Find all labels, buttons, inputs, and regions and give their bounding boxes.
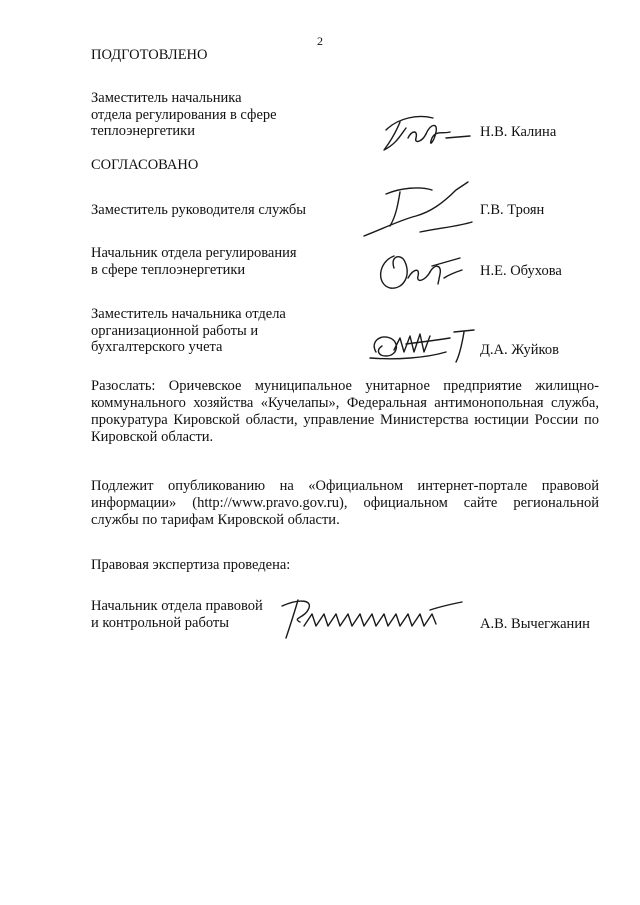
agreed-signer-position <box>91 245 331 278</box>
position-line: бухгалтерского учета <box>91 339 223 355</box>
agreed-signer-position <box>91 306 331 356</box>
prepared-signer-name: Н.В. Калина <box>480 124 557 140</box>
agreed-signer-name: Н.Е. Обухова <box>480 263 562 279</box>
position-line: отдела регулирования в сфере <box>91 106 277 123</box>
prepared-signer-position <box>91 90 331 140</box>
position-line: Заместитель начальника отдела <box>91 306 286 322</box>
signature-zhuikov <box>366 322 478 366</box>
legal-review-heading: Правовая экспертиза проведена: <box>91 557 291 573</box>
signature-kalina <box>378 108 473 158</box>
agreed-heading: СОГЛАСОВАНО <box>91 157 199 173</box>
position-line: и контрольной работы <box>91 614 229 631</box>
position-line: Начальник отдела правовой <box>91 598 263 614</box>
position-line: организационной работы и <box>91 322 259 339</box>
signature-troyan <box>360 176 475 246</box>
page-number: 2 <box>317 34 323 48</box>
signature-obukhova <box>372 244 467 296</box>
position-line: Заместитель начальника <box>91 90 242 106</box>
position-line: Заместитель руководителя службы <box>91 202 307 218</box>
agreed-signer-name: Г.В. Троян <box>480 202 545 218</box>
legal-review-signer-name: А.В. Вычегжанин <box>480 616 590 632</box>
signature-vychegzhanin <box>280 592 465 644</box>
position-line: в сфере теплоэнергетики <box>91 261 246 278</box>
distribution-paragraph: Разослать: Оричевское муниципальное унитарное предприятие жилищно-коммунального хозяйства «Кучелапы», Федеральная антимонопольная служба, прокуратура Кировской области, управление Министерства юстиции России по Кировской области. <box>91 378 599 445</box>
position-line: Начальник отдела регулирования <box>91 245 297 261</box>
position-line: теплоэнергетики <box>91 123 195 139</box>
agreed-signer-position <box>91 202 331 219</box>
prepared-heading: ПОДГОТОВЛЕНО <box>91 47 208 63</box>
agreed-signer-name: Д.А. Жуйков <box>480 342 559 358</box>
publication-paragraph: Подлежит опубликованию на «Официальном интернет-портале правовой информации» (http://www.pravo.gov.ru), официальном сайте региональной службы по тарифам Кировской области. <box>91 478 599 528</box>
